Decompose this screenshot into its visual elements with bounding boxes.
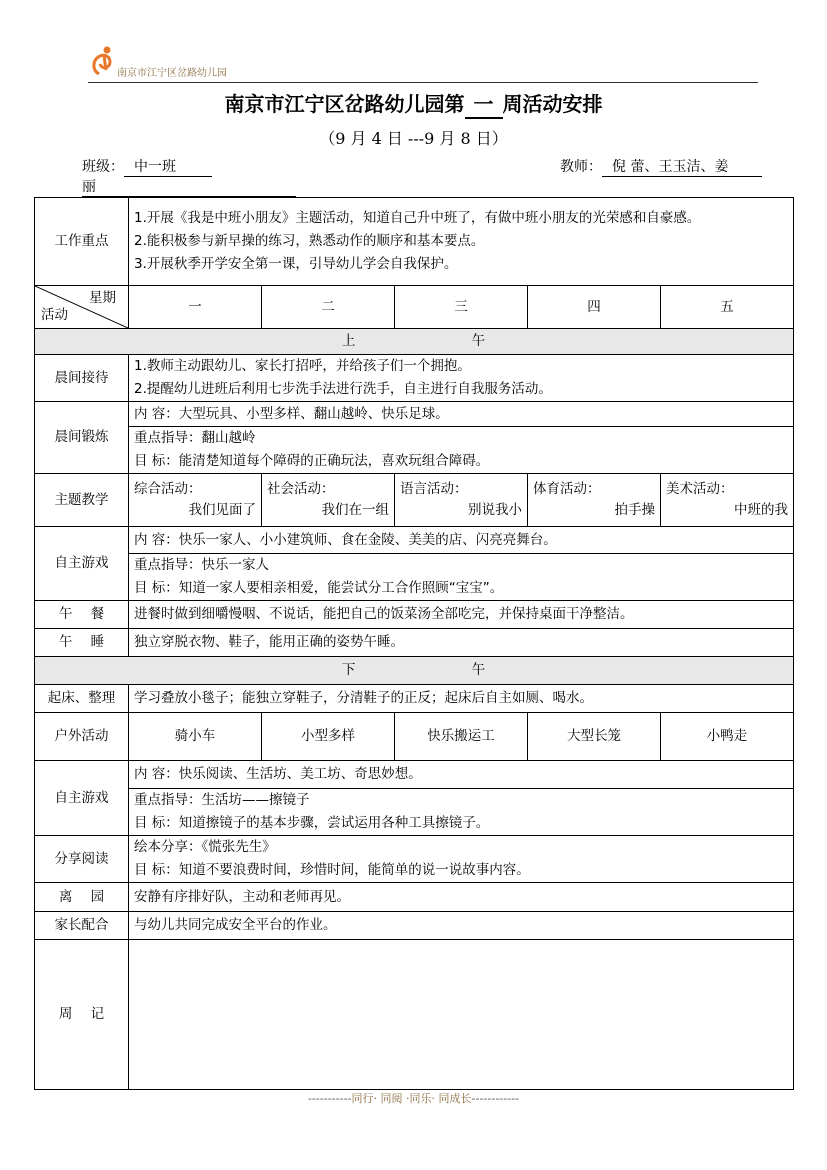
exercise-goal: 目 标：能清楚知道每个障碍的正确玩法，喜欢玩组合障碍。 bbox=[134, 453, 490, 469]
nap-row bbox=[35, 629, 794, 657]
teaching-label: 主题教学 bbox=[35, 474, 129, 527]
work-focus-row bbox=[35, 198, 794, 286]
outdoor-label: 户外活动 bbox=[35, 713, 129, 761]
class-value: 中一班 bbox=[124, 156, 212, 177]
reception-label: 晨间接待 bbox=[35, 355, 129, 402]
free-play-morning-label: 自主游戏 bbox=[35, 527, 129, 601]
leaving-content: 安静有序排好队，主动和老师再见。 bbox=[129, 883, 794, 912]
free-play-afternoon-row bbox=[35, 761, 794, 789]
activity-label: 活动 bbox=[41, 307, 68, 323]
header-divider bbox=[88, 82, 758, 83]
class-info: 班级： 中一班 bbox=[82, 156, 212, 177]
outdoor-item-wed: 快乐搬运工 bbox=[395, 713, 528, 761]
wakeup-label: 起床、整理 bbox=[35, 685, 129, 713]
reading-book: 绘本分享：《慌张先生》 bbox=[134, 839, 276, 855]
teaching-row bbox=[35, 474, 794, 527]
free-play-morning-focus: 重点指导：快乐一家人 bbox=[134, 557, 269, 573]
exercise-content: 内 容：大型玩具、小型多样、翻山越岭、快乐足球。 bbox=[129, 402, 794, 427]
outdoor-item-thu: 大型长笼 bbox=[528, 713, 661, 761]
parents-row bbox=[35, 912, 794, 940]
free-play-afternoon-focus: 重点指导：生活坊——擦镜子 bbox=[134, 792, 310, 808]
weekday-label: 星期 bbox=[89, 290, 116, 306]
free-play-afternoon-goal: 目 标：知道擦镜子的基本步骤，尝试运用各种工具擦镜子。 bbox=[134, 815, 490, 831]
outdoor-item-mon: 骑小车 bbox=[129, 713, 262, 761]
nap-content: 独立穿脱衣物、鞋子，能用正确的姿势午睡。 bbox=[129, 629, 794, 657]
teaching-cell-wed: 语言活动： 别说我小 bbox=[395, 474, 528, 527]
notes-content bbox=[129, 940, 794, 1090]
teaching-cell-tue: 社会活动： 我们在一组 bbox=[262, 474, 395, 527]
page-title: 南京市江宁区岔路幼儿园第 一 周活动安排 bbox=[0, 88, 827, 119]
reading-row bbox=[35, 836, 794, 883]
work-focus-content: 1.开展《我是中班小朋友》主题活动，知道自己升中班了，有做中班小朋友的光荣感和自豪感。 2.能积极参与新早操的练习，熟悉动作的顺序和基本要点。 3.开展秋季开学安全第一课，引导幼儿学会自我保护。 bbox=[129, 198, 794, 286]
free-play-afternoon-label: 自主游戏 bbox=[35, 761, 129, 836]
teacher-info: 教师： 倪 蕾、王玉洁、姜 bbox=[560, 156, 762, 177]
reading-label: 分享阅读 bbox=[35, 836, 129, 883]
day-fri: 五 bbox=[661, 286, 794, 329]
teaching-cell-thu: 体育活动： 拍手操 bbox=[528, 474, 661, 527]
exercise-focus: 重点指导：翻山越岭 bbox=[134, 430, 256, 446]
afternoon-section-title: 下 午 bbox=[35, 657, 794, 685]
teacher-continued: 丽 bbox=[82, 176, 296, 197]
day-tue: 二 bbox=[262, 286, 395, 329]
wakeup-content: 学习叠放小毯子；能独立穿鞋子，分清鞋子的正反；起床后自主如厕、喝水。 bbox=[129, 685, 794, 713]
nap-label: 午 睡 bbox=[35, 629, 129, 657]
notes-row bbox=[35, 940, 794, 1090]
reception-row bbox=[35, 355, 794, 402]
week-number: 一 bbox=[465, 88, 503, 119]
free-play-afternoon-content: 内 容：快乐阅读、生活坊、美工坊、奇思妙想。 bbox=[129, 761, 794, 789]
reading-goal: 目 标：知道不要浪费时间，珍惜时间，能简单的说一说故事内容。 bbox=[134, 862, 530, 878]
notes-label: 周 记 bbox=[35, 940, 129, 1090]
teaching-cell-fri: 美术活动： 中班的我 bbox=[661, 474, 794, 527]
school-logo-icon bbox=[90, 44, 120, 76]
teacher-value: 倪 蕾、王玉洁、姜 bbox=[602, 156, 762, 177]
parents-content: 与幼儿共同完成安全平台的作业。 bbox=[129, 912, 794, 940]
parents-label: 家长配合 bbox=[35, 912, 129, 940]
outdoor-row bbox=[35, 713, 794, 761]
lunch-row bbox=[35, 601, 794, 629]
free-play-morning-row bbox=[35, 527, 794, 554]
exercise-label: 晨间锻炼 bbox=[35, 402, 129, 474]
lunch-content: 进餐时做到细嚼慢咽、不说话，能把自己的饭菜汤全部吃完，并保持桌面干净整洁。 bbox=[129, 601, 794, 629]
leaving-label: 离 园 bbox=[35, 883, 129, 912]
lunch-label: 午 餐 bbox=[35, 601, 129, 629]
outdoor-item-fri: 小鸭走 bbox=[661, 713, 794, 761]
teaching-cell-mon: 综合活动： 我们见面了 bbox=[129, 474, 262, 527]
work-focus-label: 工作重点 bbox=[35, 198, 129, 286]
wakeup-row bbox=[35, 685, 794, 713]
days-header-row bbox=[35, 286, 794, 329]
outdoor-item-tue: 小型多样 bbox=[262, 713, 395, 761]
footer-motto: -----------同行· 同阅 ·同乐· 同成长------------ bbox=[307, 1092, 520, 1105]
free-play-morning-goal: 目 标：知道一家人要相亲相爱，能尝试分工合作照顾“宝宝”。 bbox=[134, 580, 504, 596]
morning-section-title: 上 午 bbox=[35, 329, 794, 355]
day-mon: 一 bbox=[129, 286, 262, 329]
reception-line-2: 2.提醒幼儿进班后利用七步洗手法进行洗手，自主进行自我服务活动。 bbox=[134, 381, 552, 397]
leaving-row bbox=[35, 883, 794, 912]
day-thu: 四 bbox=[528, 286, 661, 329]
exercise-row bbox=[35, 402, 794, 427]
reception-line-1: 1.教师主动跟幼儿、家长打招呼，并给孩子们一个拥抱。 bbox=[134, 358, 471, 374]
diagonal-header-cell bbox=[35, 286, 129, 329]
schedule-table bbox=[34, 197, 794, 1090]
date-range: （9 月 4 日 ---9 月 8 日） bbox=[319, 129, 508, 148]
free-play-morning-content: 内 容：快乐一家人、小小建筑师、食在金陵、美美的店、闪亮亮舞台。 bbox=[129, 527, 794, 554]
header-school-name: 南京市江宁区岔路幼儿园 bbox=[117, 68, 227, 79]
day-wed: 三 bbox=[395, 286, 528, 329]
